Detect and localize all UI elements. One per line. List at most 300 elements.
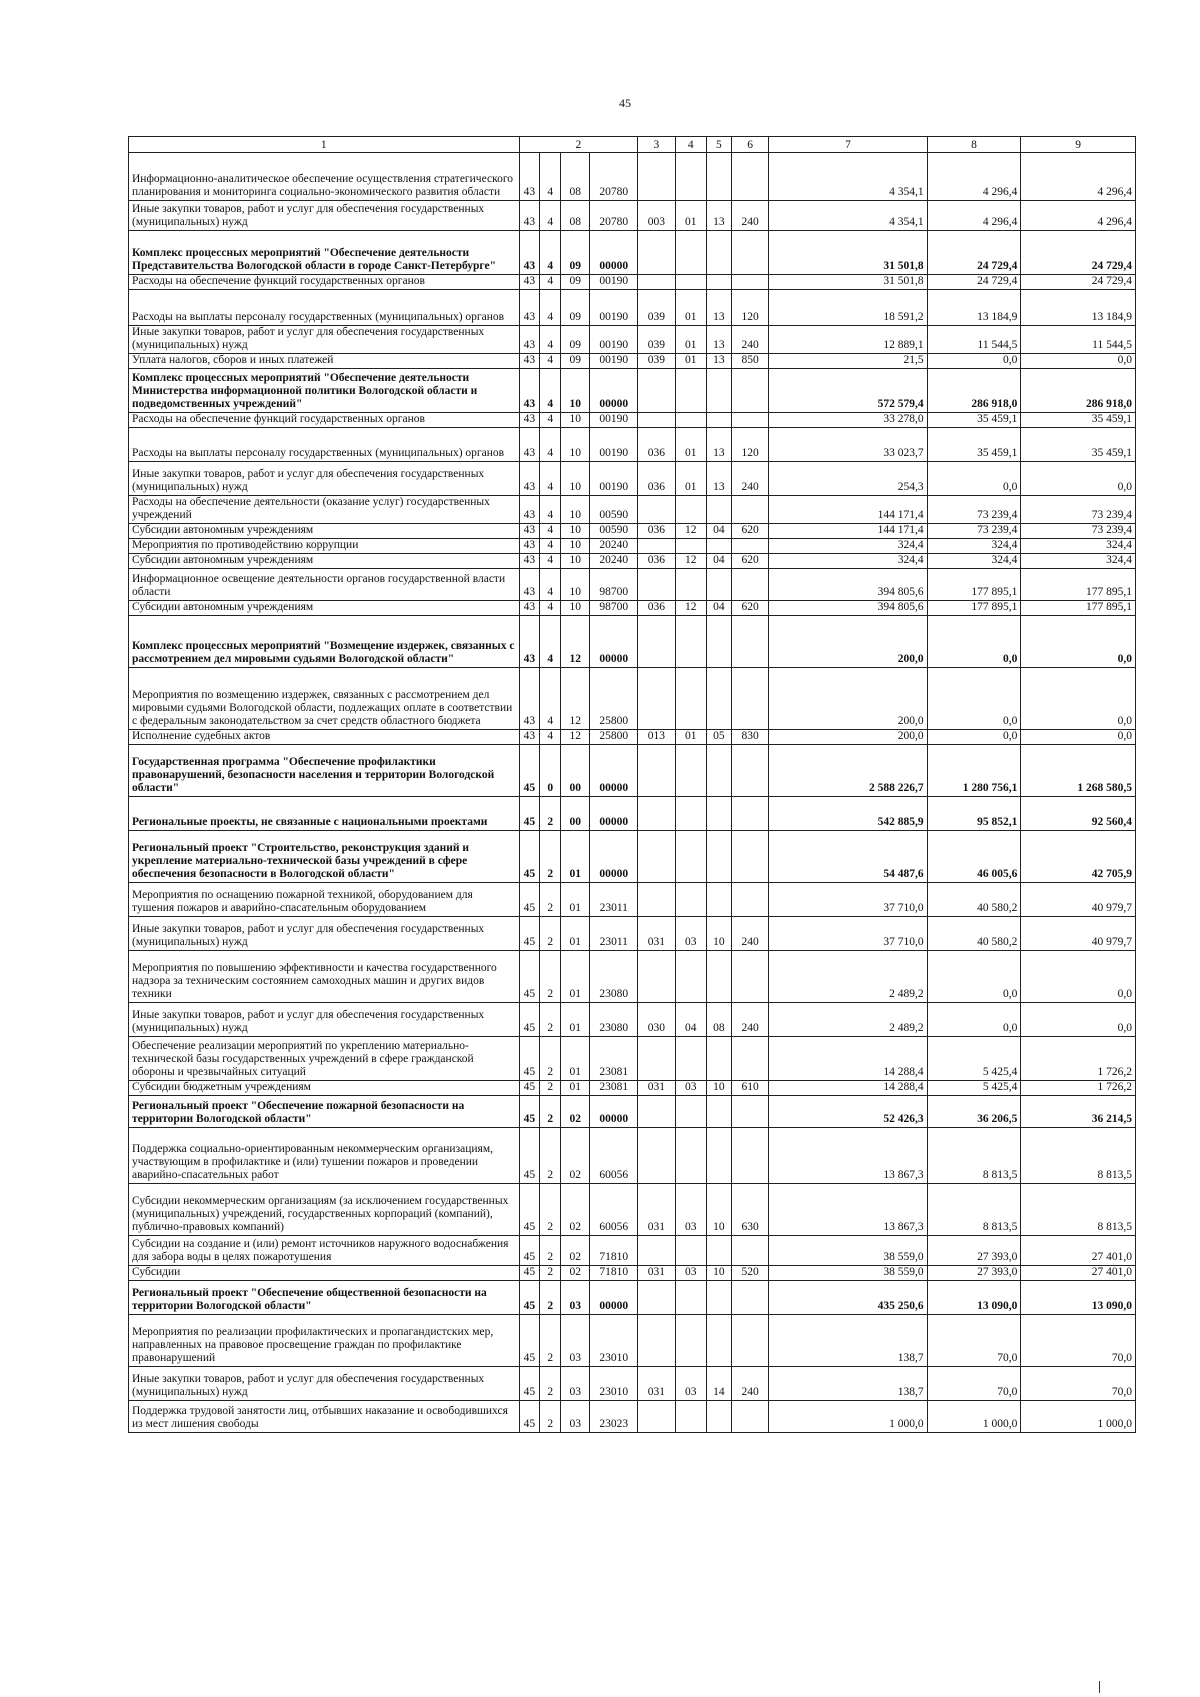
row-name: Субсидии bbox=[129, 1266, 520, 1281]
row-name: Мероприятия по оснащению пожарной техникой, оборудованием для тушения пожаров и аварийно-спасательным оборудованием bbox=[129, 883, 520, 917]
code-f bbox=[675, 797, 706, 831]
code-d: 00190 bbox=[590, 290, 638, 326]
value-year-1: 542 885,9 bbox=[769, 797, 927, 831]
code-g bbox=[706, 883, 731, 917]
value-year-3: 324,4 bbox=[1021, 539, 1136, 554]
table-row bbox=[129, 496, 1136, 524]
row-name: Мероприятия по противодействию коррупции bbox=[129, 539, 520, 554]
code-f: 01 bbox=[675, 730, 706, 745]
code-h bbox=[731, 153, 768, 201]
code-a: 43 bbox=[519, 153, 540, 201]
code-h bbox=[731, 1037, 768, 1081]
value-year-2: 1 000,0 bbox=[927, 1401, 1021, 1433]
column-header: 6 bbox=[731, 137, 768, 153]
code-g bbox=[706, 1401, 731, 1433]
table-row bbox=[129, 428, 1136, 462]
value-year-1: 13 867,3 bbox=[769, 1128, 927, 1184]
code-a: 43 bbox=[519, 354, 540, 369]
value-year-1: 324,4 bbox=[769, 554, 927, 569]
value-year-3: 11 544,5 bbox=[1021, 326, 1136, 354]
code-a: 43 bbox=[519, 668, 540, 730]
code-g: 04 bbox=[706, 554, 731, 569]
value-year-2: 24 729,4 bbox=[927, 275, 1021, 290]
code-e bbox=[638, 951, 675, 1003]
value-year-3: 177 895,1 bbox=[1021, 601, 1136, 616]
code-e bbox=[638, 1401, 675, 1433]
code-e bbox=[638, 275, 675, 290]
value-year-1: 2 489,2 bbox=[769, 1003, 927, 1037]
code-e: 036 bbox=[638, 524, 675, 539]
code-g bbox=[706, 831, 731, 883]
code-c: 10 bbox=[561, 369, 590, 413]
column-header: 5 bbox=[706, 137, 731, 153]
code-d: 25800 bbox=[590, 730, 638, 745]
code-f bbox=[675, 275, 706, 290]
code-b: 2 bbox=[540, 1236, 561, 1266]
table-row bbox=[129, 1184, 1136, 1236]
code-e bbox=[638, 496, 675, 524]
code-a: 43 bbox=[519, 290, 540, 326]
code-f bbox=[675, 153, 706, 201]
code-e: 036 bbox=[638, 601, 675, 616]
value-year-3: 177 895,1 bbox=[1021, 569, 1136, 601]
code-g: 10 bbox=[706, 917, 731, 951]
code-f bbox=[675, 1236, 706, 1266]
value-year-1: 13 867,3 bbox=[769, 1184, 927, 1236]
row-name: Уплата налогов, сборов и иных платежей bbox=[129, 354, 520, 369]
value-year-3: 42 705,9 bbox=[1021, 831, 1136, 883]
row-name: Обеспечение реализации мероприятий по укреплению материально-технической базы государственных учреждений в сфере гражданской обороны и чрезвычайных ситуаций bbox=[129, 1037, 520, 1081]
code-a: 45 bbox=[519, 1184, 540, 1236]
row-name: Информационное освещение деятельности органов государственной власти области bbox=[129, 569, 520, 601]
code-f bbox=[675, 569, 706, 601]
value-year-2: 36 206,5 bbox=[927, 1096, 1021, 1128]
value-year-3: 0,0 bbox=[1021, 616, 1136, 668]
value-year-1: 38 559,0 bbox=[769, 1266, 927, 1281]
table-row bbox=[129, 231, 1136, 275]
code-d: 20240 bbox=[590, 539, 638, 554]
code-f: 12 bbox=[675, 554, 706, 569]
code-f: 01 bbox=[675, 462, 706, 496]
column-header: 7 bbox=[769, 137, 927, 153]
code-h bbox=[731, 539, 768, 554]
value-year-2: 73 239,4 bbox=[927, 524, 1021, 539]
code-h: 120 bbox=[731, 428, 768, 462]
table-row bbox=[129, 601, 1136, 616]
code-e: 036 bbox=[638, 428, 675, 462]
code-f bbox=[675, 1401, 706, 1433]
value-year-2: 177 895,1 bbox=[927, 601, 1021, 616]
code-e bbox=[638, 153, 675, 201]
value-year-3: 324,4 bbox=[1021, 554, 1136, 569]
code-d: 23080 bbox=[590, 1003, 638, 1037]
code-d: 00000 bbox=[590, 1281, 638, 1315]
code-b: 4 bbox=[540, 369, 561, 413]
code-d: 20780 bbox=[590, 201, 638, 231]
code-g bbox=[706, 1315, 731, 1367]
row-name: Информационно-аналитическое обеспечение осуществления стратегического планирования и мониторинга социально-экономического развития области bbox=[129, 153, 520, 201]
value-year-3: 24 729,4 bbox=[1021, 275, 1136, 290]
value-year-1: 200,0 bbox=[769, 668, 927, 730]
value-year-3: 0,0 bbox=[1021, 951, 1136, 1003]
code-a: 45 bbox=[519, 883, 540, 917]
code-c: 12 bbox=[561, 668, 590, 730]
value-year-1: 38 559,0 bbox=[769, 1236, 927, 1266]
value-year-2: 4 296,4 bbox=[927, 153, 1021, 201]
code-e bbox=[638, 1315, 675, 1367]
code-b: 4 bbox=[540, 153, 561, 201]
code-b: 4 bbox=[540, 290, 561, 326]
column-header: 9 bbox=[1021, 137, 1136, 153]
table-row bbox=[129, 951, 1136, 1003]
code-d: 00000 bbox=[590, 1096, 638, 1128]
code-b: 4 bbox=[540, 668, 561, 730]
code-f bbox=[675, 1096, 706, 1128]
value-year-3: 24 729,4 bbox=[1021, 231, 1136, 275]
code-h: 240 bbox=[731, 201, 768, 231]
code-b: 2 bbox=[540, 1367, 561, 1401]
table-row bbox=[129, 413, 1136, 428]
row-name: Расходы на обеспечение деятельности (оказание услуг) государственных учреждений bbox=[129, 496, 520, 524]
code-g bbox=[706, 369, 731, 413]
row-name: Региональный проект "Обеспечение общественной безопасности на территории Вологодской области" bbox=[129, 1281, 520, 1315]
column-header: 3 bbox=[638, 137, 675, 153]
code-d: 23010 bbox=[590, 1367, 638, 1401]
value-year-2: 0,0 bbox=[927, 730, 1021, 745]
code-c: 10 bbox=[561, 413, 590, 428]
code-d: 20240 bbox=[590, 554, 638, 569]
code-c: 00 bbox=[561, 797, 590, 831]
value-year-2: 0,0 bbox=[927, 1003, 1021, 1037]
value-year-3: 35 459,1 bbox=[1021, 428, 1136, 462]
code-b: 4 bbox=[540, 428, 561, 462]
value-year-1: 200,0 bbox=[769, 730, 927, 745]
code-e: 031 bbox=[638, 1367, 675, 1401]
code-d: 98700 bbox=[590, 569, 638, 601]
value-year-2: 27 393,0 bbox=[927, 1266, 1021, 1281]
code-a: 43 bbox=[519, 201, 540, 231]
code-h bbox=[731, 668, 768, 730]
value-year-3: 4 296,4 bbox=[1021, 153, 1136, 201]
code-c: 03 bbox=[561, 1315, 590, 1367]
value-year-3: 36 214,5 bbox=[1021, 1096, 1136, 1128]
code-g bbox=[706, 153, 731, 201]
value-year-2: 46 005,6 bbox=[927, 831, 1021, 883]
code-d: 00190 bbox=[590, 326, 638, 354]
value-year-3: 0,0 bbox=[1021, 462, 1136, 496]
code-f: 12 bbox=[675, 524, 706, 539]
code-c: 01 bbox=[561, 951, 590, 1003]
code-b: 4 bbox=[540, 601, 561, 616]
table-row bbox=[129, 1401, 1136, 1433]
code-e bbox=[638, 1037, 675, 1081]
code-d: 71810 bbox=[590, 1236, 638, 1266]
value-year-3: 73 239,4 bbox=[1021, 524, 1136, 539]
row-name: Региональные проекты, не связанные с национальными проектами bbox=[129, 797, 520, 831]
code-g bbox=[706, 496, 731, 524]
code-h: 520 bbox=[731, 1266, 768, 1281]
value-year-2: 0,0 bbox=[927, 462, 1021, 496]
code-b: 4 bbox=[540, 730, 561, 745]
code-h bbox=[731, 231, 768, 275]
code-a: 45 bbox=[519, 1037, 540, 1081]
margin-mark bbox=[1099, 1681, 1100, 1693]
code-f: 01 bbox=[675, 201, 706, 231]
value-year-1: 1 000,0 bbox=[769, 1401, 927, 1433]
code-f bbox=[675, 1281, 706, 1315]
code-e: 031 bbox=[638, 1266, 675, 1281]
code-f: 04 bbox=[675, 1003, 706, 1037]
value-year-2: 0,0 bbox=[927, 951, 1021, 1003]
table-row bbox=[129, 831, 1136, 883]
row-name: Комплекс процессных мероприятий "Возмещение издержек, связанных с рассмотрением дел мировыми судьями Вологодской области" bbox=[129, 616, 520, 668]
column-header: 8 bbox=[927, 137, 1021, 153]
value-year-1: 394 805,6 bbox=[769, 569, 927, 601]
code-f bbox=[675, 616, 706, 668]
code-a: 45 bbox=[519, 1096, 540, 1128]
code-d: 00190 bbox=[590, 428, 638, 462]
code-e bbox=[638, 231, 675, 275]
code-h: 240 bbox=[731, 917, 768, 951]
table-row bbox=[129, 1081, 1136, 1096]
value-year-1: 33 278,0 bbox=[769, 413, 927, 428]
code-g: 05 bbox=[706, 730, 731, 745]
row-name: Расходы на выплаты персоналу государственных (муниципальных) органов bbox=[129, 428, 520, 462]
code-c: 10 bbox=[561, 462, 590, 496]
code-g bbox=[706, 1236, 731, 1266]
code-c: 02 bbox=[561, 1266, 590, 1281]
value-year-3: 4 296,4 bbox=[1021, 201, 1136, 231]
code-f: 01 bbox=[675, 326, 706, 354]
value-year-3: 40 979,7 bbox=[1021, 883, 1136, 917]
row-name: Иные закупки товаров, работ и услуг для обеспечения государственных (муниципальных) нужд bbox=[129, 917, 520, 951]
code-c: 03 bbox=[561, 1401, 590, 1433]
row-name: Иные закупки товаров, работ и услуг для обеспечения государственных (муниципальных) нужд bbox=[129, 1367, 520, 1401]
value-year-1: 37 710,0 bbox=[769, 917, 927, 951]
code-f: 01 bbox=[675, 428, 706, 462]
code-c: 09 bbox=[561, 326, 590, 354]
code-g bbox=[706, 797, 731, 831]
code-a: 45 bbox=[519, 1003, 540, 1037]
code-a: 43 bbox=[519, 496, 540, 524]
value-year-2: 8 813,5 bbox=[927, 1128, 1021, 1184]
value-year-1: 144 171,4 bbox=[769, 524, 927, 539]
code-e: 030 bbox=[638, 1003, 675, 1037]
code-g bbox=[706, 231, 731, 275]
code-g: 10 bbox=[706, 1266, 731, 1281]
code-f bbox=[675, 1128, 706, 1184]
column-header-row bbox=[129, 137, 1136, 153]
code-g: 13 bbox=[706, 428, 731, 462]
value-year-1: 18 591,2 bbox=[769, 290, 927, 326]
value-year-3: 1 000,0 bbox=[1021, 1401, 1136, 1433]
value-year-1: 21,5 bbox=[769, 354, 927, 369]
code-c: 10 bbox=[561, 569, 590, 601]
code-a: 45 bbox=[519, 1081, 540, 1096]
code-d: 23011 bbox=[590, 883, 638, 917]
value-year-2: 70,0 bbox=[927, 1367, 1021, 1401]
row-name: Иные закупки товаров, работ и услуг для обеспечения государственных (муниципальных) нужд bbox=[129, 1003, 520, 1037]
code-b: 4 bbox=[540, 201, 561, 231]
code-h bbox=[731, 797, 768, 831]
code-g: 13 bbox=[706, 201, 731, 231]
code-d: 00590 bbox=[590, 496, 638, 524]
code-c: 01 bbox=[561, 1003, 590, 1037]
code-g bbox=[706, 1037, 731, 1081]
row-name: Иные закупки товаров, работ и услуг для обеспечения государственных (муниципальных) нужд bbox=[129, 201, 520, 231]
table-row bbox=[129, 917, 1136, 951]
code-h: 240 bbox=[731, 1003, 768, 1037]
table-row bbox=[129, 1037, 1136, 1081]
code-f bbox=[675, 1037, 706, 1081]
table-row bbox=[129, 569, 1136, 601]
code-f: 01 bbox=[675, 354, 706, 369]
row-name: Субсидии автономным учреждениям bbox=[129, 524, 520, 539]
code-h bbox=[731, 275, 768, 290]
value-year-1: 254,3 bbox=[769, 462, 927, 496]
value-year-3: 8 813,5 bbox=[1021, 1128, 1136, 1184]
code-b: 4 bbox=[540, 326, 561, 354]
code-b: 4 bbox=[540, 275, 561, 290]
code-h: 850 bbox=[731, 354, 768, 369]
table-row bbox=[129, 616, 1136, 668]
code-a: 45 bbox=[519, 1128, 540, 1184]
code-e: 031 bbox=[638, 1081, 675, 1096]
value-year-2: 286 918,0 bbox=[927, 369, 1021, 413]
code-c: 09 bbox=[561, 290, 590, 326]
value-year-2: 95 852,1 bbox=[927, 797, 1021, 831]
code-e bbox=[638, 1236, 675, 1266]
code-b: 4 bbox=[540, 616, 561, 668]
code-c: 02 bbox=[561, 1236, 590, 1266]
row-name: Иные закупки товаров, работ и услуг для обеспечения государственных (муниципальных) нужд bbox=[129, 462, 520, 496]
code-d: 60056 bbox=[590, 1184, 638, 1236]
table-row bbox=[129, 153, 1136, 201]
code-h bbox=[731, 569, 768, 601]
table-body bbox=[129, 137, 1136, 1433]
code-e: 031 bbox=[638, 1184, 675, 1236]
value-year-3: 0,0 bbox=[1021, 730, 1136, 745]
value-year-2: 0,0 bbox=[927, 354, 1021, 369]
value-year-3: 40 979,7 bbox=[1021, 917, 1136, 951]
value-year-3: 70,0 bbox=[1021, 1367, 1136, 1401]
code-c: 03 bbox=[561, 1367, 590, 1401]
code-a: 43 bbox=[519, 616, 540, 668]
code-g: 04 bbox=[706, 524, 731, 539]
code-d: 00190 bbox=[590, 354, 638, 369]
code-c: 02 bbox=[561, 1096, 590, 1128]
value-year-2: 40 580,2 bbox=[927, 883, 1021, 917]
code-c: 10 bbox=[561, 428, 590, 462]
budget-table bbox=[128, 136, 1136, 1433]
value-year-3: 8 813,5 bbox=[1021, 1184, 1136, 1236]
value-year-3: 0,0 bbox=[1021, 354, 1136, 369]
code-b: 2 bbox=[540, 1037, 561, 1081]
code-h: 830 bbox=[731, 730, 768, 745]
code-e: 013 bbox=[638, 730, 675, 745]
value-year-1: 33 023,7 bbox=[769, 428, 927, 462]
code-f bbox=[675, 1315, 706, 1367]
code-a: 45 bbox=[519, 1236, 540, 1266]
value-year-3: 286 918,0 bbox=[1021, 369, 1136, 413]
row-name: Комплекс процессных мероприятий "Обеспечение деятельности Министерства информационной политики Вологодской области и подведомственных учреждений" bbox=[129, 369, 520, 413]
code-a: 45 bbox=[519, 831, 540, 883]
code-c: 10 bbox=[561, 539, 590, 554]
code-e bbox=[638, 883, 675, 917]
value-year-3: 0,0 bbox=[1021, 668, 1136, 730]
table-row bbox=[129, 462, 1136, 496]
code-b: 2 bbox=[540, 831, 561, 883]
code-a: 45 bbox=[519, 951, 540, 1003]
code-a: 45 bbox=[519, 745, 540, 797]
code-a: 45 bbox=[519, 917, 540, 951]
code-f: 03 bbox=[675, 1367, 706, 1401]
code-h bbox=[731, 1315, 768, 1367]
code-a: 45 bbox=[519, 797, 540, 831]
value-year-2: 13 090,0 bbox=[927, 1281, 1021, 1315]
code-e bbox=[638, 745, 675, 797]
code-d: 00000 bbox=[590, 745, 638, 797]
code-c: 12 bbox=[561, 616, 590, 668]
table-row bbox=[129, 354, 1136, 369]
code-d: 23080 bbox=[590, 951, 638, 1003]
code-c: 01 bbox=[561, 1037, 590, 1081]
code-h bbox=[731, 1128, 768, 1184]
code-b: 2 bbox=[540, 1003, 561, 1037]
value-year-3: 0,0 bbox=[1021, 1003, 1136, 1037]
code-g: 10 bbox=[706, 1184, 731, 1236]
code-c: 00 bbox=[561, 745, 590, 797]
code-g bbox=[706, 1281, 731, 1315]
table-row bbox=[129, 1281, 1136, 1315]
code-a: 43 bbox=[519, 326, 540, 354]
table-row bbox=[129, 1266, 1136, 1281]
code-h bbox=[731, 496, 768, 524]
code-h: 620 bbox=[731, 554, 768, 569]
code-g bbox=[706, 951, 731, 1003]
code-d: 00190 bbox=[590, 462, 638, 496]
code-f: 03 bbox=[675, 917, 706, 951]
table-row bbox=[129, 326, 1136, 354]
value-year-2: 35 459,1 bbox=[927, 413, 1021, 428]
value-year-1: 144 171,4 bbox=[769, 496, 927, 524]
code-e bbox=[638, 1281, 675, 1315]
row-name: Исполнение судебных актов bbox=[129, 730, 520, 745]
code-a: 43 bbox=[519, 730, 540, 745]
value-year-2: 13 184,9 bbox=[927, 290, 1021, 326]
code-g bbox=[706, 616, 731, 668]
code-e: 039 bbox=[638, 290, 675, 326]
code-e: 039 bbox=[638, 354, 675, 369]
code-h bbox=[731, 1401, 768, 1433]
code-d: 00190 bbox=[590, 413, 638, 428]
code-b: 4 bbox=[540, 413, 561, 428]
code-f: 03 bbox=[675, 1266, 706, 1281]
value-year-2: 1 280 756,1 bbox=[927, 745, 1021, 797]
code-e: 031 bbox=[638, 917, 675, 951]
value-year-2: 324,4 bbox=[927, 554, 1021, 569]
code-h: 240 bbox=[731, 326, 768, 354]
code-d: 98700 bbox=[590, 601, 638, 616]
table-row bbox=[129, 1003, 1136, 1037]
column-header: 2 bbox=[519, 137, 638, 153]
code-g: 14 bbox=[706, 1367, 731, 1401]
row-name: Субсидии бюджетным учреждениям bbox=[129, 1081, 520, 1096]
value-year-1: 14 288,4 bbox=[769, 1081, 927, 1096]
value-year-2: 5 425,4 bbox=[927, 1037, 1021, 1081]
table-row bbox=[129, 1096, 1136, 1128]
code-g bbox=[706, 275, 731, 290]
